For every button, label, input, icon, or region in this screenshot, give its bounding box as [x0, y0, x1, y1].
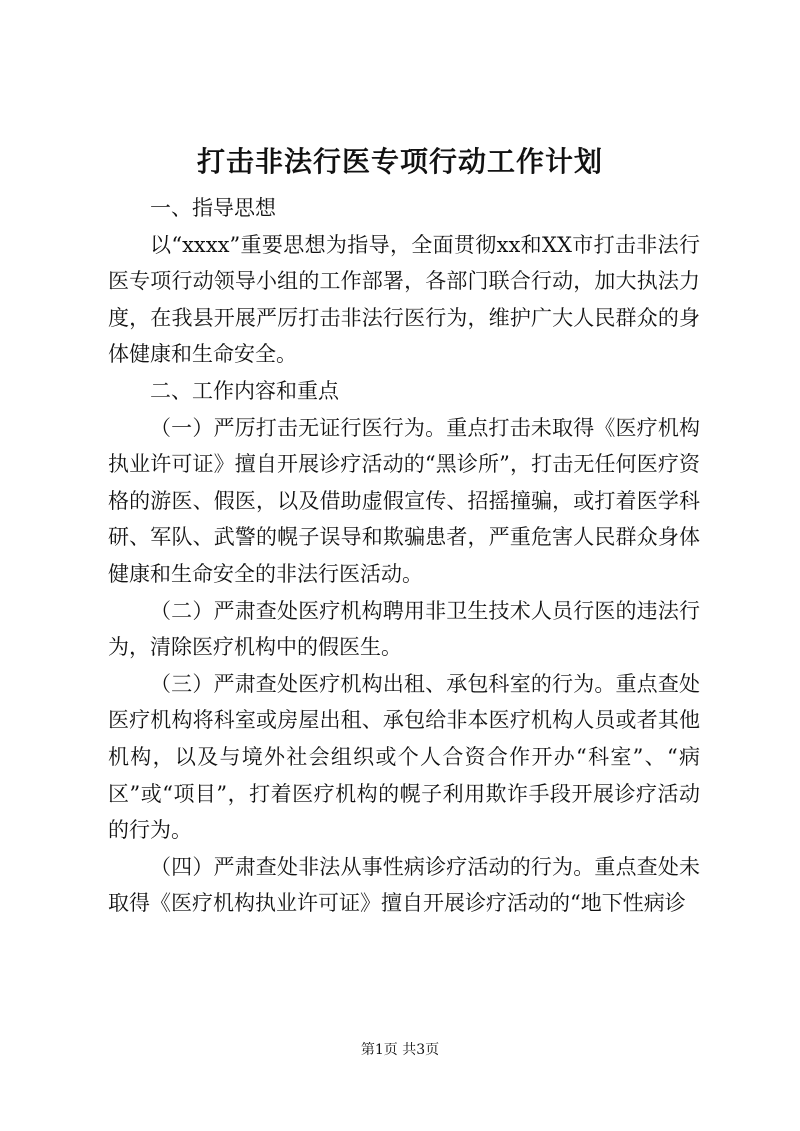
document-body [108, 190, 700, 922]
paragraph-item-4: （四）严肃查处非法从事性病诊疗活动的行为。重点查处未取得《医疗机构执业许可证》擅自开展诊疗活动的“地下性病诊 [108, 854, 700, 916]
paragraph-guiding-ideology: 以“xxxx”重要思想为指导，全面贯彻xx和XX市打击非法行医专项行动领导小组的工作部署，各部门联合行动，加大执法力度，在我县开展严厉打击非法行医行为，维护广大人民群众的身体健康和生命安全。 [108, 232, 700, 367]
document-title: 打击非法行医专项行动工作计划 [196, 145, 603, 178]
section-heading-guiding-ideology: 一、指导思想 [150, 196, 276, 220]
paragraph-item-1: （一）严厉打击无证行医行为。重点打击未取得《医疗机构执业许可证》擅自开展诊疗活动的“黑诊所”，打击无任何医疗资格的游医、假医，以及借助虚假宣传、招摇撞骗，或打着医学科研、军队、武警的幌子误导和欺骗患者，严重危害人民群众身体健康和生命安全的非法行医活动。 [108, 415, 700, 586]
section-heading-work-content: 二、工作内容和重点 [150, 378, 339, 403]
paragraph-item-2: （二）严肃查处医疗机构聘用非卫生技术人员行医的违法行为，清除医疗机构中的假医生。 [108, 598, 700, 660]
page-number-footer: 第1页 共3页 [360, 1042, 440, 1058]
paragraph-item-3: （三）严肃查处医疗机构出租、承包科室的行为。重点查处医疗机构将科室或房屋出租、承包给非本医疗机构人员或者其他机构，以及与境外社会组织或个人合资合作开办“科室”、“病区”或“项目”，打着医疗机构的幌子利用欺诈手段开展诊疗活动的行为。 [108, 671, 700, 843]
